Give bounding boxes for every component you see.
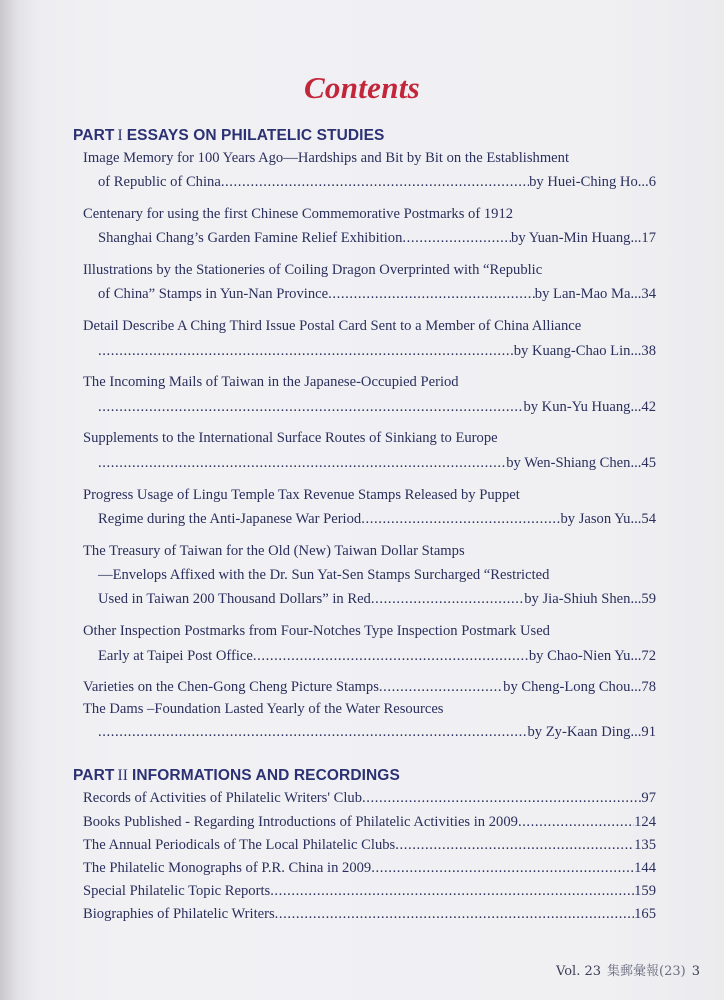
leader-dots (98, 721, 528, 743)
part-label: PART (73, 767, 115, 784)
separator: ... (630, 648, 642, 664)
leader-dots (371, 588, 524, 610)
entry-title-cont: Early at Taipei Post Office (98, 648, 253, 664)
toc-entry-title-cont: —Envelops Affixed with the Dr. Sun Yat-Sen Stamps Surcharged “Restricted (98, 567, 550, 583)
leader-dots (253, 645, 529, 667)
part-numeral: I (117, 127, 123, 144)
entry-page: 91 (641, 724, 656, 740)
toc-entry-title: Illustrations by the Stationeries of Coiling Dragon Overprinted with “Republic (83, 262, 543, 278)
toc-entry-title: Centenary for using the first Chinese Commemorative Postmarks of 1912 (83, 206, 514, 222)
entry-title: Biographies of Philatelic Writers (83, 906, 275, 922)
toc-entry[interactable] (98, 227, 656, 249)
entry-author: by Zy-Kaan Ding (527, 724, 631, 740)
entry-author: by Lan-Mao Ma (534, 286, 631, 302)
toc-entry[interactable] (98, 508, 656, 530)
leader-dots (98, 396, 523, 418)
toc-entry[interactable] (83, 903, 656, 925)
page-title: Contents (303, 70, 421, 105)
toc-entry-title: The Dams –Foundation Lasted Yearly of the Water Resources (83, 701, 444, 717)
part-title: INFORMATIONS AND RECORDINGS (131, 767, 400, 784)
toc-entry-title: The Incoming Mails of Taiwan in the Japanese-Occupied Period (83, 374, 459, 390)
leader-dots (518, 811, 634, 833)
toc-entry[interactable] (98, 721, 656, 743)
entry-page: 6 (648, 174, 656, 190)
entry-title-cont: Used in Taiwan 200 Thousand Dollars” in Red (98, 591, 371, 607)
part-numeral: II (117, 767, 128, 784)
entry-title-cont: Shanghai Chang’s Garden Famine Relief Exhibition (98, 230, 403, 246)
toc-entry-title: Image Memory for 100 Years Ago—Hardships and Bit by Bit on the Establishment (83, 150, 570, 166)
toc-entry[interactable] (83, 676, 656, 698)
toc-entry-title: Detail Describe A Ching Third Issue Postal Card Sent to a Member of China Alliance (83, 318, 582, 334)
separator: ... (630, 724, 642, 740)
page-footer (550, 960, 700, 979)
entry-author: by Kuang-Chao Lin (513, 343, 631, 359)
separator: ... (630, 591, 642, 607)
separator: ... (637, 174, 649, 190)
entry-page: 159 (634, 883, 656, 899)
separator: ... (630, 230, 642, 246)
part-label: PART (73, 127, 115, 144)
entry-page: 38 (641, 343, 656, 359)
part-title: ESSAYS ON PHILATELIC STUDIES (126, 127, 385, 144)
entry-title-cont: of Republic of China (98, 174, 221, 190)
entry-title-cont: of China” Stamps in Yun-Nan Province (98, 286, 329, 302)
separator: ... (630, 679, 642, 695)
footer-volume: Vol. 23 (556, 964, 602, 979)
toc-entry-title: The Treasury of Taiwan for the Old (New) Taiwan Dollar Stamps (83, 543, 465, 559)
leader-dots (270, 880, 634, 902)
leader-dots (362, 787, 641, 809)
entry-page: 54 (641, 511, 656, 527)
separator: ... (630, 455, 642, 471)
entry-page: 144 (634, 860, 656, 876)
toc-entry-title: Other Inspection Postmarks from Four-Notches Type Inspection Postmark Used (83, 623, 550, 639)
entry-author: by Jason Yu (560, 511, 631, 527)
entry-page: 72 (641, 648, 656, 664)
entry-author: by Cheng-Long Chou (503, 679, 631, 695)
toc-entry[interactable] (98, 588, 656, 610)
entry-author: by Kun-Yu Huang (523, 399, 631, 415)
entry-title: Books Published - Regarding Introductions of Philatelic Activities in 2009 (83, 814, 518, 830)
toc-entry-title: Progress Usage of Lingu Temple Tax Revenue Stamps Released by Puppet (83, 487, 520, 503)
entry-title-cont: Regime during the Anti-Japanese War Period (98, 511, 362, 527)
toc-entry[interactable] (98, 645, 656, 667)
toc-entry[interactable] (83, 857, 656, 879)
entry-page: 124 (634, 814, 656, 830)
leader-dots (361, 508, 560, 530)
separator: ... (630, 511, 642, 527)
toc-entry-title: Supplements to the International Surface Routes of Sinkiang to Europe (83, 430, 498, 446)
entry-page: 78 (641, 679, 656, 695)
leader-dots (379, 676, 503, 698)
toc-entry[interactable] (98, 452, 656, 474)
entry-title: Varieties on the Chen-Gong Cheng Picture Stamps (83, 679, 379, 695)
entry-title: The Philatelic Monographs of P.R. China in 2009 (83, 860, 372, 876)
leader-dots (371, 857, 634, 879)
leader-dots (98, 452, 506, 474)
entry-page: 135 (634, 837, 656, 853)
entry-title: Records of Activities of Philatelic Writers' Club (83, 790, 363, 806)
entry-author: by Yuan-Min Huang (511, 230, 631, 246)
leader-dots (328, 283, 535, 305)
leader-dots (395, 834, 634, 856)
entry-title: Special Philatelic Topic Reports (83, 883, 271, 899)
separator: ... (630, 286, 642, 302)
toc-entry[interactable] (98, 171, 656, 193)
toc-entry[interactable] (98, 283, 656, 305)
entry-author: by Chao-Nien Yu (528, 648, 631, 664)
toc-entry[interactable] (83, 834, 656, 856)
part-2-heading (73, 767, 400, 785)
entry-page: 165 (634, 906, 656, 922)
footer-page-number: 3 (691, 964, 700, 979)
entry-page: 17 (641, 230, 656, 246)
entry-page: 59 (641, 591, 656, 607)
footer-journal: 集郵彙報(23) (607, 964, 686, 979)
toc-entry[interactable] (83, 811, 656, 833)
part-1-heading (73, 127, 384, 145)
entry-page: 42 (641, 399, 656, 415)
toc-entry[interactable] (83, 787, 656, 809)
leader-dots (275, 903, 634, 925)
entry-author: by Wen-Shiang Chen (506, 455, 631, 471)
toc-entry[interactable] (98, 340, 656, 362)
separator: ... (630, 399, 642, 415)
entry-page: 97 (641, 790, 656, 806)
entry-page: 34 (641, 286, 656, 302)
leader-dots (98, 340, 514, 362)
entry-author: by Huei-Ching Ho (529, 174, 638, 190)
toc-entry[interactable] (98, 396, 656, 418)
separator: ... (630, 343, 642, 359)
entry-title: The Annual Periodicals of The Local Philatelic Clubs (83, 837, 396, 853)
entry-author: by Jia-Shiuh Shen (524, 591, 631, 607)
leader-dots (221, 171, 529, 193)
toc-entry[interactable] (83, 880, 656, 902)
leader-dots (402, 227, 511, 249)
entry-page: 45 (641, 455, 656, 471)
